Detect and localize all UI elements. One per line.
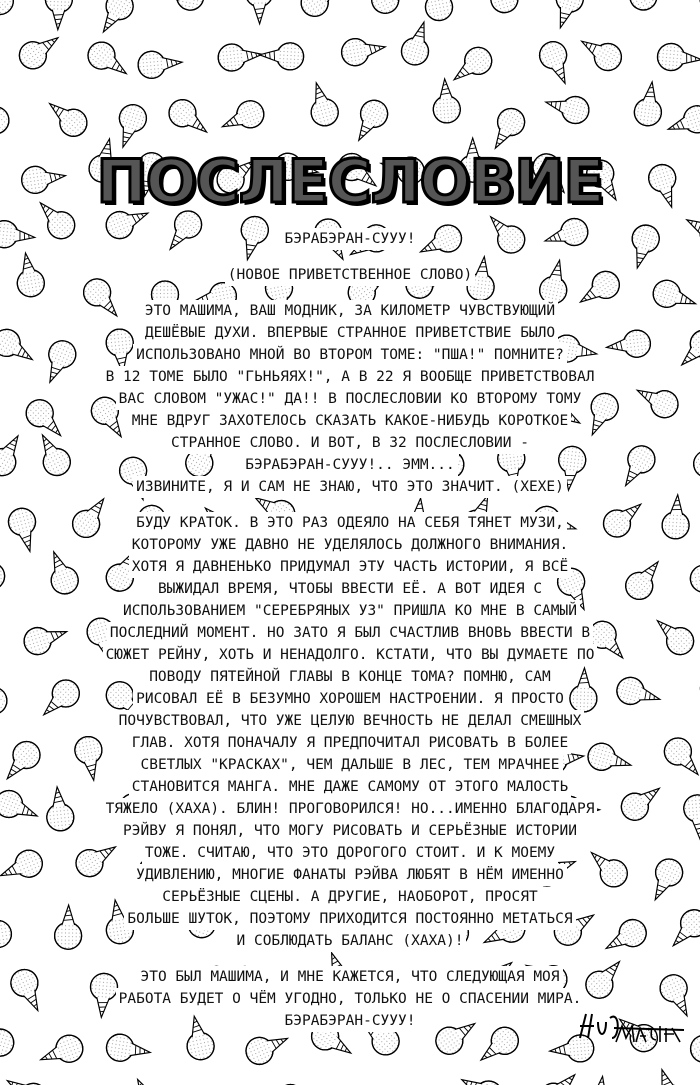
ice-cream-cone-icon [633,80,666,127]
ice-cream-cone-icon [0,1069,52,1085]
paragraph-gap [0,952,700,966]
text-line: ИЗВИНИТЕ, Я И САМ НЕ ЗНАЮ, ЧТО ЭТО ЗНАЧИТ. (ХЕХЕ) [133,476,567,498]
text-line: В 12 ТОМЕ БЫЛО "ГЬНЬЯЯХ!", А В 22 Я ВООБЩЕ ПРИВЕТСТВОВАЛ [103,366,598,388]
ice-cream-cone-icon [14,27,66,74]
ice-cream-cone-icon [483,0,521,16]
text-line: ПОВОДУ ПЯТЕЙНОЙ ГЛАВЫ В КОНЦЕ ТОМА? ПОМНЮ, САМ [146,666,554,688]
ice-cream-cone-icon [0,91,14,140]
ice-cream-cone-icon [420,0,455,23]
text-line: ТЯЖЕЛО (ХАХА). БЛИН! ПРОГОВОРИЛСЯ! НО...ИМЕННО БЛАГОДАРЯ [103,798,598,820]
text-line: БОЛЬШЕ ШУТОК, ПОЭТОМУ ПРИХОДИТСЯ ПОСТОЯННО МЕТАТЬСЯ [124,908,575,930]
page-title: ПОСЛЕСЛОВИЕ [96,147,604,217]
paragraph [0,300,700,498]
ice-cream-cone-icon [137,49,183,80]
ice-cream-cone-icon [36,1031,87,1072]
ice-cream-cone-icon [625,0,677,15]
ice-cream-cone-icon [44,0,73,30]
text-line: ЭТО МАШИМА, ВАШ МОДНИК, ЗА КИЛОМЕТР ЧУВСТВУЮЩИЙ [142,300,558,322]
text-line: РИСОВАЛ ЕЁ В БЕЗУМНО ХОРОШЕМ НАСТРОЕНИИ. Я ПРОСТО [133,688,567,710]
text-line: ВАС СЛОВОМ "УЖАС!" ДА!! В ПОСЛЕСЛОВИИ КО ВТОРОМУ ТОМУ [116,388,585,410]
paragraph [0,264,700,286]
ice-cream-cone-icon [535,37,577,88]
ice-cream-cone-icon [583,1075,616,1085]
ice-cream-cone-icon [398,18,437,68]
paragraph [0,512,700,952]
text-line: ХОТЯ Я ДАВНЕНЬКО ПРИДУМАЛ ЭТУ ЧАСТЬ ИСТОРИИ, Я ВСЁ [129,556,572,578]
text-line: ПОСЛЕДНИЙ МОМЕНТ. НО ЗАТО Я БЫЛ СЧАСТЛИВ ВНОВЬ ВВЕСТИ В [107,622,593,644]
text-line: И СОБЛЮДАТЬ БАЛАНС (ХАХА)! [234,930,467,952]
text-line: БЭРАБЭРАН-СУУУ!.. ЭММ... [242,454,458,476]
ice-cream-cone-icon [126,1073,171,1085]
ice-cream-cone-icon [455,1068,507,1085]
ice-cream-cone-icon [649,1065,688,1085]
ice-cream-cone-icon [656,42,700,73]
ice-cream-cone-icon [548,0,587,32]
text-line: ГЛАВ. ХОТЯ ПОНАЧАЛУ Я ПРЕДПОЧИТАЛ РИСОВАТЬ В БОЛЕЕ [129,732,572,754]
text-line: БЭРАБЭРАН-СУУУ! [282,1010,419,1032]
text-line: МНЕ ВДРУГ ЗАХОТЕЛОСЬ СКАЗАТЬ КАКОЕ-НИБУДЬ КОРОТКОЕ [129,410,572,432]
ice-cream-cone-icon [217,96,268,139]
text-line: ИСПОЛЬЗОВАНО МНОЙ ВО ВТОРОМ ТОМЕ: "ПША!" ПОМНИТЕ? [133,344,567,366]
text-line: РАБОТА БУДЕТ О ЧЁМ УГОДНО, ТОЛЬКО НЕ О СПАСЕНИИ МИРА. [116,988,585,1010]
paragraph [0,228,700,250]
text-line: РЭЙВУ Я ПОНЯЛ, ЧТО МОГУ РИСОВАТЬ И СЕРЬЁЗНЫЕ ИСТОРИИ [120,820,580,842]
ice-cream-cone-icon [367,0,419,18]
ice-cream-cone-icon [259,41,304,70]
ice-cream-cone-icon [217,41,264,72]
ice-cream-cone-icon [296,0,348,22]
author-signature [576,1008,686,1048]
ice-cream-cone-icon [164,94,215,142]
ice-cream-cone-icon [575,30,627,76]
ice-cream-cone-icon [83,37,135,85]
text-line: БЭРАБЭРАН-СУУУ! [282,228,419,250]
text-line: (НОВОЕ ПРИВЕТСТВЕННОЕ СЛОВО) [225,264,475,286]
text-line: СЮЖЕТ РЕЙНУ, ХОТЬ И НЕНАДОЛГО. КСТАТИ, ЧТО ВЫ ДУМАЕТЕ ПО [103,644,598,666]
ice-cream-cone-icon [105,1032,153,1066]
ice-cream-cone-icon [542,89,592,126]
text-line: ПОЧУВСТВОВАЛ, ЧТО УЖЕ ЦЕЛУЮ ВЕЧНОСТЬ НЕ ДЕЛАЛ СМЕШНЫХ [116,710,585,732]
ice-cream-cone-icon [0,0,30,20]
text-line: ВЫЖИДАЛ ВРЕМЯ, ЧТОБЫ ВВЕСТИ ЕЁ. А ВОТ ИДЕЯ С [155,578,545,600]
ice-cream-cone-icon [431,78,461,124]
ice-cream-cone-icon [686,1030,700,1082]
ice-cream-cone-icon [242,1026,293,1069]
paragraph-gap [0,286,700,300]
ice-cream-cone-icon [41,93,92,142]
ice-cream-cone-icon [273,1081,313,1085]
ice-cream-cone-icon [339,34,387,68]
text-line: ДЕШЁВЫЕ ДУХИ. ВПЕРВЫЕ СТРАННОЕ ПРИВЕТСТВИЕ БЫЛО [142,322,558,344]
ice-cream-cone-icon [245,0,273,24]
text-line: СВЕТЛЫХ "КРАСКАХ", ЧЕМ ДАЛЬШЕ В ЛЕС, ТЕМ МРАЧНЕЕ [137,754,562,776]
paragraph-gap [0,498,700,512]
text-line: ИСПОЛЬЗОВАНИЕМ "СЕРЕБРЯНЫХ УЗ" ПРИШЛА КО МНЕ В САМЫЙ [120,600,580,622]
text-line: СЕРЬЁЗНЫЕ СЦЕНЫ. А ДРУГИЕ, НАОБОРОТ, ПРОСЯТ [159,886,540,908]
ice-cream-cone-icon [664,102,700,142]
ice-cream-cone-icon [158,0,206,12]
ice-cream-cone-icon [92,0,138,39]
afterword-text [0,228,700,1032]
text-line: БУДУ КРАТОК. В ЭТО РАЗ ОДЕЯЛО НА СЕБЯ ТЯНЕТ МУЗИ, [133,512,567,534]
ice-cream-cone-icon [534,1065,584,1085]
text-line: ТОЖЕ. СЧИТАЮ, ЧТО ЭТО ДОРОГОГО СТОИТ. И К МОЕМУ [142,842,558,864]
ice-cream-cone-icon [303,79,341,129]
text-line: ЭТО БЫЛ МАШИМА, И МНЕ КАЖЕТСЯ, ЧТО СЛЕДУЮЩАЯ МОЯ [137,966,562,988]
text-line: УДИВЛЕНИЮ, МНОГИЕ ФАНАТЫ РЭЙВА ЛЮБЯТ В НЁМ ИМЕННО [133,864,567,886]
text-line: КОТОРОМУ УЖЕ ДАВНО НЕ УДЕЛЯЛОСЬ ДОЛЖНОГО ВНИМАНИЯ. [129,534,572,556]
text-line: СТРАННОЕ СЛОВО. И ВОТ, В 32 ПОСЛЕСЛОВИИ - [168,432,532,454]
text-line: СТАНОВИТСЯ МАНГА. МНЕ ДАЖЕ САМОМУ ОТ ЭТОГО МАЛОСТЬ [129,776,572,798]
paragraph-gap [0,250,700,264]
ice-cream-cone-icon [446,42,497,90]
